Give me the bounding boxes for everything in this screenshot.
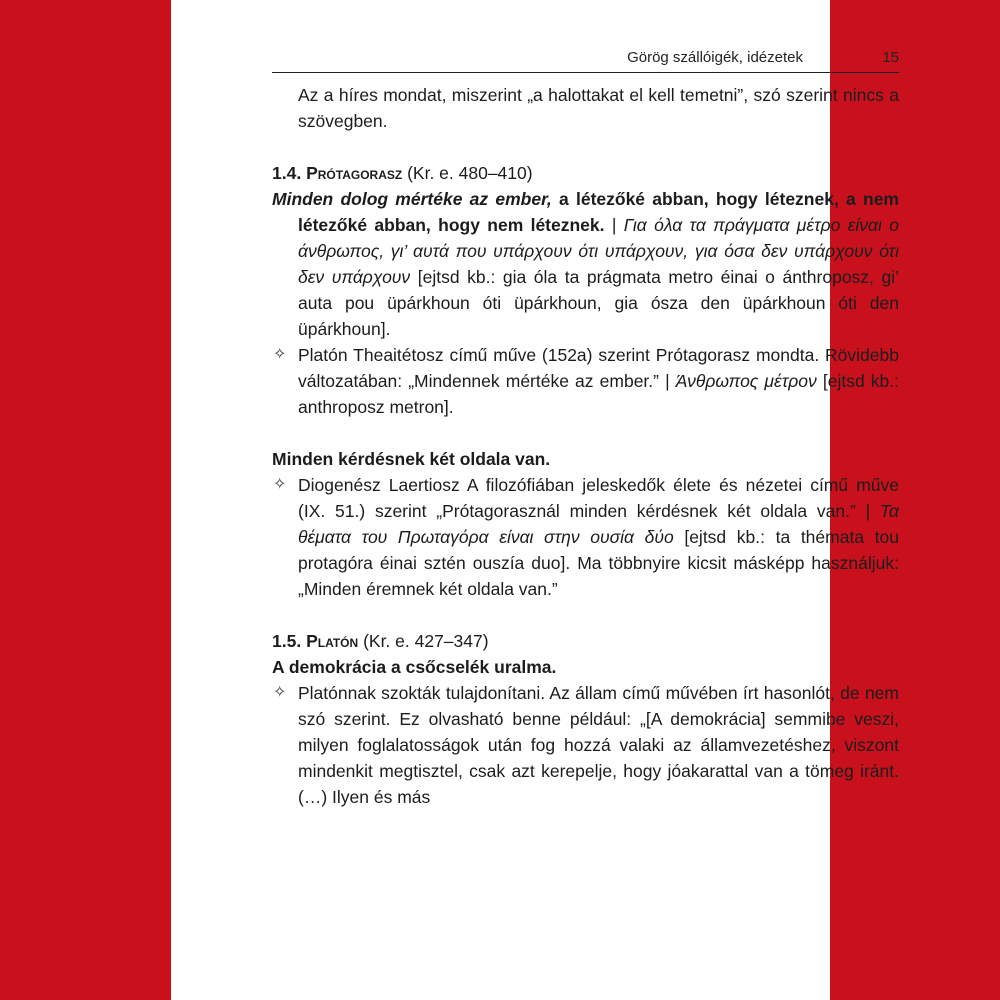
section-number: 1.4. xyxy=(272,163,302,183)
page-body xyxy=(272,82,899,810)
running-title: Görög szállóigék, idézetek xyxy=(627,49,803,66)
quote-greek: Για όλα τα πράγματα μέτρο είναι ο άνθρωπος, γι’ αυτά που υπάρχουν ότι υπάρχουν, για όσα δεν υπάρχουν ότι δεν υπάρχουν xyxy=(298,215,899,287)
note-star-icon: ✧ xyxy=(273,684,287,701)
section-heading-platon xyxy=(272,628,899,654)
quote-entry xyxy=(272,186,899,342)
section-number: 1.5. xyxy=(272,631,302,651)
quote-entry: Minden kérdésnek két oldala van. xyxy=(272,449,551,469)
intro-paragraph: Az a híres mondat, miszerint „a halottakat el kell temetni”, szó szerint nincs a szövegben. xyxy=(298,85,899,131)
note-greek: Τα θέματα του Πρωταγόρα είναι στην ουσία δύο xyxy=(298,501,899,547)
book-page xyxy=(171,0,900,1000)
section-dates: (Kr. e. 480–410) xyxy=(407,163,533,183)
section-author: Prótagorasz xyxy=(306,163,403,183)
section-dates: (Kr. e. 427–347) xyxy=(363,631,489,651)
page-number: 15 xyxy=(882,49,899,66)
note-paragraph xyxy=(272,342,899,420)
note-pronunciation: [ejtsd kb.: ta thémata tou protagóra éinai sztén ouszía duo]. Ma többnyire kicsit másképp használjuk: „Minden éremnek két oldala van.” xyxy=(298,527,899,599)
note-star-icon: ✧ xyxy=(273,346,287,363)
running-header xyxy=(272,44,899,73)
section-heading-protagorasz xyxy=(272,160,899,186)
note-star-icon: ✧ xyxy=(273,476,287,493)
note-text: Diogenész Laertiosz A filozófiában jeleskedők élete és nézetei című műve (IX. 51.) szerint „Prótagorasznál minden kérdésnek két oldala van.” | xyxy=(298,475,899,521)
quote-bold: a létezőké abban, hogy léteznek, a nem létezőké abban, hogy nem léteznek. xyxy=(298,189,899,235)
quote-pronunciation: [ejtsd kb.: gia óla ta prágmata metro éinai o ánthroposz, gi’ auta pou üpárkhoun óti üpárkhoun, gia ósza den üpárkhoun óti den üpárkhoun]. xyxy=(298,267,899,339)
quote-separator: | xyxy=(604,215,624,235)
note-paragraph xyxy=(272,680,899,810)
note-greek: Άνθρωπος μέτρον xyxy=(675,371,817,391)
section-author: Platón xyxy=(306,631,359,651)
note-paragraph xyxy=(272,472,899,602)
note-pronunciation: [ejtsd kb.: anthroposz metron]. xyxy=(298,371,900,417)
note-text: Platónnak szokták tulajdonítani. Az állam című művében írt hasonlót, de nem szó szerint. Ez olvasható benne például: „[A demokrácia] semmibe veszi, milyen foglalatosságok után fog hozzá valaki az államvezetéshez, viszont mindenkit megtisztel, csak azt kerepelje, hogy jóakarattal van a tömeg iránt. (…) Ilyen és más xyxy=(298,683,899,807)
quote-bold-italic: Minden dolog mértéke az ember, xyxy=(272,189,552,209)
note-text: Platón Theaitétosz című műve (152a) szerint Prótagorasz mondta. Rövidebb változatában: „Mindennek mértéke az ember.” | xyxy=(298,345,899,391)
quote-entry: A demokrácia a csőcselék uralma. xyxy=(272,657,557,677)
